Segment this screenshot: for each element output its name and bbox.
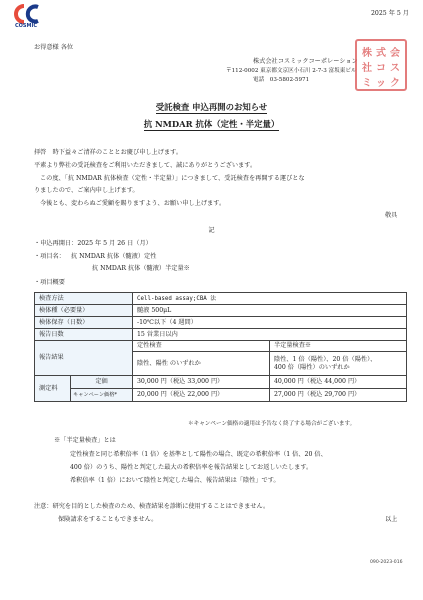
method-label: 検査方法 — [35, 293, 133, 305]
qual-header: 定性検査 — [133, 341, 270, 352]
semi-header: 半定量検査※ — [270, 341, 407, 352]
company-phone: 電話 03-5802-5971 — [253, 77, 310, 83]
storage-value: -10℃以下（4 週間） — [133, 317, 407, 329]
caution-line-2: 保険請求をすることもできません。 — [58, 516, 158, 523]
ijou-end-mark: 以上 — [385, 516, 398, 523]
overview-label: ・項目概要 — [34, 279, 65, 286]
announcement-line-1: この度、「抗 NMDAR 抗体検査（定性・半定量）」につきまして、受託検査を再開する運びとな — [40, 175, 305, 182]
caution-line-1: 注意：研究を目的とした検査のため、検査結果を診断に使用することはできません。 — [34, 503, 270, 510]
fee-label: 測定料 — [35, 376, 71, 402]
company-name: 株式会社コスミックコーポレーション — [253, 58, 358, 65]
closing-keigu: 敬具 — [385, 212, 398, 219]
specimen-label: 検体種（必要量） — [35, 305, 133, 317]
item-name-2: 抗 NMDAR 抗体（髄液）半定量※ — [92, 265, 190, 272]
report-days-value: 15 営業日以内 — [133, 329, 407, 341]
specimen-value: 髄液 500μL — [133, 305, 407, 317]
semi-quant-note-line-3: 希釈倍率（1 倍）において陰性と判定した場合、報告結果は「陰性」です。 — [70, 477, 280, 484]
semi-campaign-price: 27,000 円（税込 29,700 円） — [270, 389, 407, 402]
ki-heading: 記 — [208, 227, 215, 234]
semi-quant-note-line-2: 400 倍）のうち、陽性と判定した最大の希釈倍率を報告結果としてお返しいたします。 — [70, 464, 313, 471]
thanks-text: 平素より弊社の受託検査をご利用いただきまして、誠にありがとうございます。 — [34, 162, 257, 169]
item-names: ・項目名： 抗 NMDAR 抗体（髄液）定性 — [34, 253, 157, 260]
semi-quant-note-title: ※「半定量検査」とは — [54, 437, 116, 444]
qual-campaign-price: 20,000 円（税込 22,000 円） — [133, 389, 270, 402]
regards-text: 今後とも、変わらぬご愛顧を賜りますよう、お願い申し上げます。 — [40, 200, 226, 207]
qual-result: 陰性、陽性 のいずれか — [133, 352, 270, 376]
title-line-1: 受託検査 申込再開のお知らせ — [155, 102, 268, 112]
semi-result: 陰性、1 倍（陽性）、20 倍（陽性）、 400 倍（陽性）のいずれか — [270, 352, 407, 376]
method-value: Cell-based assay;CBA 法 — [133, 293, 407, 305]
report-days-label: 報告日数 — [35, 329, 133, 341]
campaign-note: ＊キャンペーン価格の適用は予告なく終了する場合がございます。 — [188, 421, 356, 427]
announcement-line-2: りましたので、ご案内申し上げます。 — [34, 187, 139, 194]
overview-table — [34, 292, 407, 402]
report-result-label: 報告結果 — [35, 341, 133, 376]
company-seal: 株 式 会 社 コ ス ミ ッ ク — [355, 39, 407, 91]
addressee: お得意様 各位 — [34, 44, 74, 51]
regular-price-label: 定価 — [71, 376, 133, 389]
company-address: 〒112-0002 東京都文京区小石川 2-7-3 富坂東ビル — [226, 68, 357, 74]
company-logo — [8, 4, 44, 34]
qual-regular-price: 30,000 円（税込 33,000 円） — [133, 376, 270, 389]
greeting: 拝啓 時下益々ご清祥のこととお慶び申し上げます。 — [34, 149, 183, 156]
logo-text: COSMIC — [14, 23, 38, 29]
document-code: 090-2023-016 — [370, 560, 403, 565]
campaign-price-label: キャンペーン価格* — [71, 389, 133, 402]
cosmic-logo-icon — [8, 4, 44, 24]
semi-quant-note-line-1: 定性検査と同じ希釈倍率（1 倍）を基準として陽性の場合、既定の希釈倍率（1 倍、20 倍、 — [70, 451, 327, 458]
semi-regular-price: 40,000 円（税込 44,000 円） — [270, 376, 407, 389]
storage-label: 検体保存（日数） — [35, 317, 133, 329]
resume-date: ・申込再開日：2025 年 5 月 26 日（月） — [34, 240, 152, 247]
title-line-2: 抗 NMDAR 抗体（定性・半定量） — [143, 119, 280, 129]
issue-date: 2025 年 5 月 — [371, 10, 409, 17]
